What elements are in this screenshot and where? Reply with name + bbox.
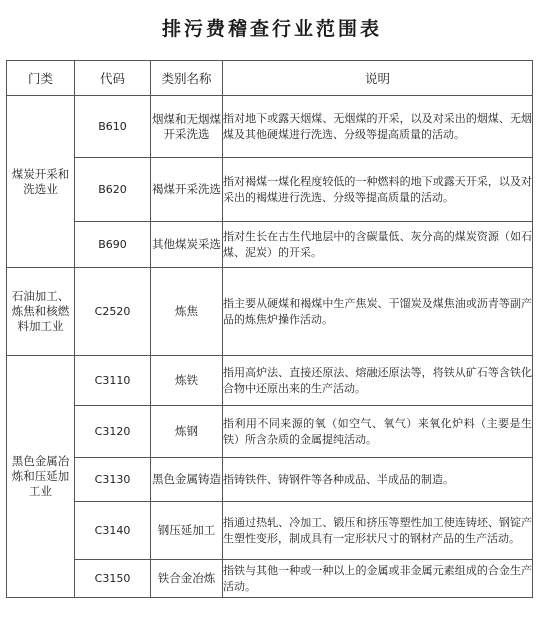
industry-scope-table [6,60,533,598]
row-category: 烟煤和无烟煤开采洗选 [151,96,223,158]
row-category: 褐煤开采洗选 [151,158,223,222]
table-row [7,560,533,598]
row-code: B620 [75,158,151,222]
row-category: 钢压延加工 [151,502,223,560]
group-ferrous-metals: 黑色金属冶炼和压延加工业 [7,356,75,598]
page-title: 排污费稽查行业范围表 [161,18,382,40]
table-header-row [7,61,533,96]
group-coal-mining: 煤炭开采和洗选业 [7,96,75,268]
row-description: 指通过热轧、冷加工、锻压和挤压等塑性加工使连铸坯、钢锭产生塑性变形，制成具有一定形状尺寸的钢材产品的生产活动。 [223,502,533,560]
group-petroleum-coking: 石油加工、炼焦和核燃料加工业 [7,268,75,356]
row-code: C3110 [75,356,151,406]
row-category: 其他煤炭采选 [151,222,223,268]
row-code: B690 [75,222,151,268]
header-description: 说明 [223,61,533,96]
row-category: 铁合金冶炼 [151,560,223,598]
row-code: C3120 [75,406,151,458]
table-row [7,458,533,502]
table-row [7,268,533,356]
row-category: 炼铁 [151,356,223,406]
table-row [7,96,533,158]
row-description: 指用高炉法、直接还原法、熔融还原法等，将铁从矿石等含铁化合物中还原出来的生产活动。 [223,356,533,406]
row-description: 指主要从硬煤和褐煤中生产焦炭、干馏炭及煤焦油或沥青等副产品的炼焦炉操作活动。 [223,268,533,356]
row-description: 指利用不同来源的氧（如空气、氧气）来氧化炉料（主要是生铁）所含杂质的金属提纯活动。 [223,406,533,458]
row-category: 炼钢 [151,406,223,458]
row-description: 指对生长在古生代地层中的含碳量低、灰分高的煤炭资源（如石煤、泥炭）的开采。 [223,222,533,268]
row-description: 指铸铁件、铸钢件等各种成品、半成品的制造。 [223,458,533,502]
header-category-name: 类别名称 [151,61,223,96]
row-description: 指对褐煤一煤化程度较低的一种燃料的地下或露天开采，以及对采出的褐煤进行洗选、分级等提高质量的活动。 [223,158,533,222]
row-code: C2520 [75,268,151,356]
table-row [7,406,533,458]
row-category: 炼焦 [151,268,223,356]
table-row [7,158,533,222]
header-category-group: 门类 [7,61,75,96]
row-code: C3130 [75,458,151,502]
row-category: 黑色金属铸造 [151,458,223,502]
row-description: 指对地下或露天烟煤、无烟煤的开采，以及对采出的烟煤、无烟煤及其他硬煤进行洗选、分级等提高质量的活动。 [223,96,533,158]
row-code: C3140 [75,502,151,560]
table-row [7,502,533,560]
header-code: 代码 [75,61,151,96]
row-code: B610 [75,96,151,158]
row-code: C3150 [75,560,151,598]
table-row [7,222,533,268]
row-description: 指铁与其他一种或一种以上的金属或非金属元素组成的合金生产活动。 [223,560,533,598]
table-row [7,356,533,406]
